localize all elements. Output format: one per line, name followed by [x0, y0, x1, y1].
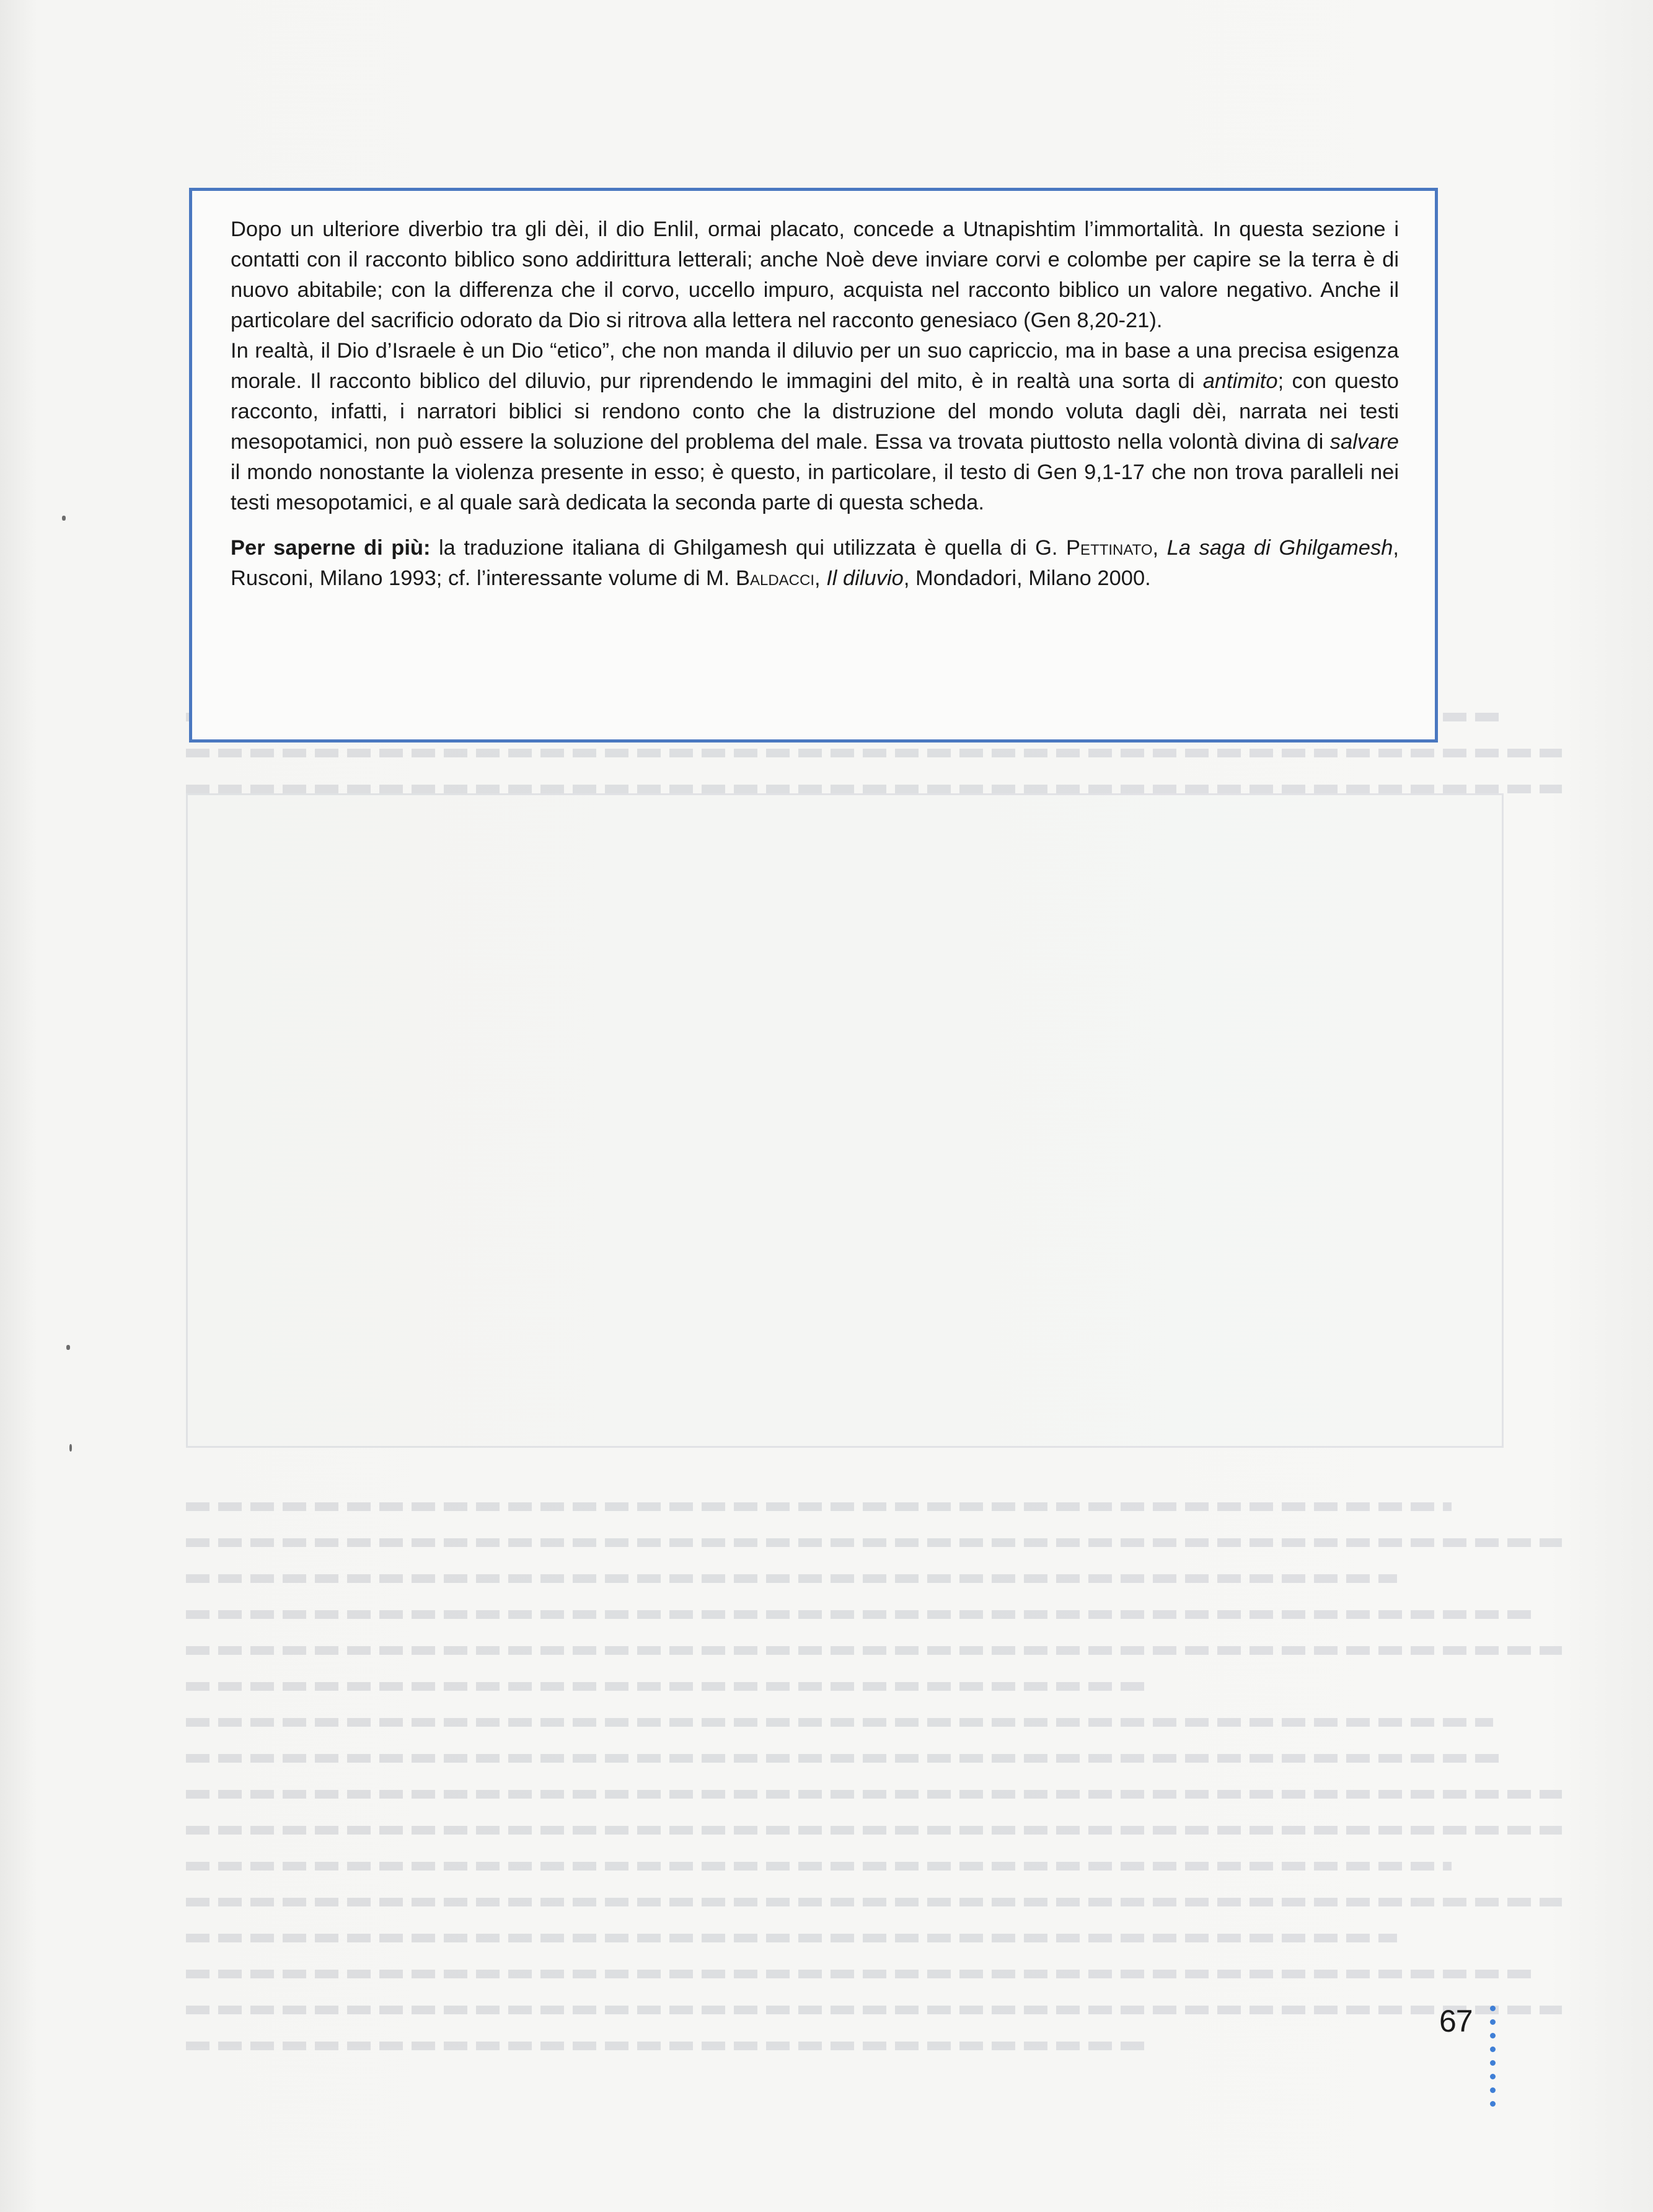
info-box	[189, 188, 1438, 742]
dot	[1490, 2006, 1496, 2011]
show-through-line	[186, 1790, 1562, 1799]
paragraph-2	[231, 336, 1399, 518]
dot	[1490, 2047, 1496, 2052]
dot	[1490, 2033, 1496, 2038]
show-through-line	[186, 1718, 1493, 1727]
show-through-line	[186, 785, 1562, 793]
dust-speck	[66, 1345, 70, 1350]
references-author-2: Baldacci	[735, 566, 815, 590]
dot	[1490, 2019, 1496, 2025]
show-through-line	[186, 2006, 1562, 2014]
show-through-line	[186, 1682, 1149, 1691]
dot	[1490, 2087, 1496, 2093]
show-through-line	[186, 1934, 1397, 1942]
references-paragraph	[231, 533, 1399, 594]
dust-speck	[62, 516, 66, 521]
references-text-1: la traduzione italiana di Ghilgamesh qui utilizzata è quella di G.	[430, 536, 1067, 560]
show-through-line	[186, 1646, 1562, 1655]
references-text-4: ,	[814, 566, 827, 590]
paragraph-2-text-3: il mondo nonostante la violenza presente in esso; è questo, in particolare, il testo di Gen 9,1-17 che non trova paralleli nei testi mesopotamici, e al quale sarà dedicata la seconda parte di questa scheda.	[231, 460, 1399, 514]
dot	[1490, 2101, 1496, 2107]
paragraph-2-italic-antimito: antimito	[1202, 369, 1278, 393]
show-through-line	[186, 2042, 1149, 2050]
dot	[1490, 2074, 1496, 2079]
references-text-5: , Mondadori, Milano 2000.	[903, 566, 1151, 590]
paragraph-1	[231, 214, 1399, 336]
paragraph-1-text: Dopo un ulteriore diverbio tra gli dèi, il dio Enlil, ormai placato, concede a Utnapishtim l’immortalità. In questa sezione i contatti con il racconto biblico sono addirittura letterali; anche Noè deve inviare corvi e colombe per capire se la terra è di nuovo abitabile; con la differenza che il corvo, uccello impuro, acquista nel racconto biblico un valore negativo. Anche il particolare del sacrificio odorato da Dio si ritrova alla lettera nel racconto genesiaco (Gen 8,20-21).	[231, 218, 1399, 332]
show-through-line	[186, 1826, 1562, 1835]
paragraph-2-text-1: In realtà, il Dio d’Israele è un Dio “etico”, che non manda il diluvio per un suo capriccio, ma in base a una precisa esigenza morale. Il racconto biblico del diluvio, pur riprendendo le immagini del mito, è in realtà una sorta di	[231, 339, 1399, 393]
show-through-box	[186, 793, 1504, 1448]
show-through-background	[186, 713, 1562, 1983]
references-title-1: La saga di Ghilgamesh	[1166, 536, 1393, 560]
page-dots-decoration	[1490, 2006, 1497, 2115]
show-through-line	[186, 1862, 1452, 1871]
paragraph-2-italic-salvare: salvare	[1329, 430, 1399, 454]
show-through-line	[186, 1610, 1535, 1619]
dust-speck	[69, 1444, 72, 1452]
show-through-line	[186, 1502, 1452, 1511]
show-through-line	[186, 749, 1562, 757]
references-text-2: ,	[1152, 536, 1167, 560]
show-through-line	[186, 1970, 1535, 1978]
dot	[1490, 2060, 1496, 2066]
show-through-line	[186, 1574, 1397, 1583]
paragraph-2-text-2: ; con questo racconto, infatti, i narratori biblici si rendono conto che la distruzione del mondo voluta dagli dèi, narrata nei testi mesopotamici, non può essere la soluzione del problema del male. Essa va trovata piuttosto nella volontà divina di	[231, 369, 1399, 454]
show-through-line	[186, 1538, 1562, 1547]
show-through-line	[186, 1754, 1507, 1763]
references-heading: Per saperne di più:	[231, 536, 431, 560]
references-author-1: Pettinato	[1066, 536, 1153, 560]
references-title-2: Il diluvio	[826, 566, 904, 590]
page-number: 67	[1439, 2004, 1473, 2038]
references-text-3: , Rusconi, Milano 1993; cf. l’interessante volume di M.	[231, 536, 1400, 590]
show-through-line	[186, 1898, 1562, 1906]
